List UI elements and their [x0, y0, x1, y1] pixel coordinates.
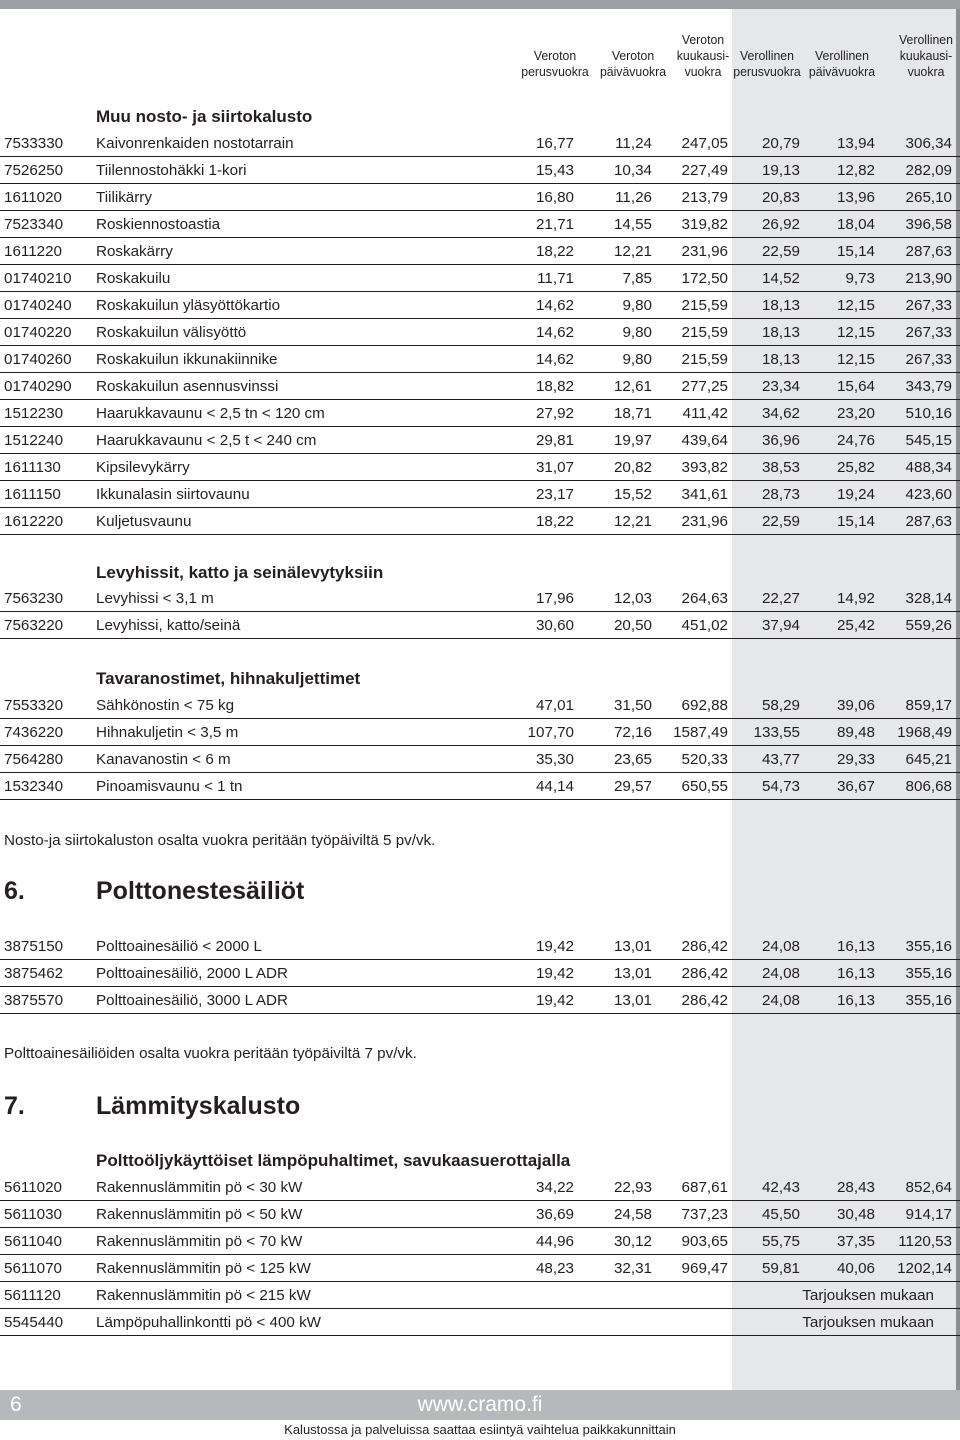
product-name: Tiilikärry [96, 189, 152, 206]
product-name: Rakennuslämmitin pö < 125 kW [96, 1260, 311, 1277]
top-bar [0, 0, 960, 9]
price-cell: 36,67 [836, 778, 875, 795]
product-code: 1532340 [4, 778, 64, 795]
page-number: 6 [10, 1393, 22, 1416]
price-cell: 37,94 [761, 617, 800, 634]
price-cell: 286,42 [681, 938, 728, 955]
price-cell: 18,22 [535, 243, 574, 260]
product-name: Rakennuslämmitin pö < 215 kW [96, 1287, 311, 1304]
price-cell: 18,22 [535, 513, 574, 530]
product-name: Polttoainesäiliö < 2000 L [96, 938, 262, 955]
price-cell: 36,96 [761, 432, 800, 449]
price-cell: 12,15 [836, 324, 875, 341]
price-cell: 13,01 [613, 992, 652, 1009]
chapter-number: 7. [4, 1092, 25, 1120]
price-cell: 15,14 [836, 513, 875, 530]
price-cell: 23,65 [613, 751, 652, 768]
price-cell: 72,16 [613, 724, 652, 741]
price-cell: 42,43 [761, 1179, 800, 1196]
product-code: 5611040 [4, 1233, 62, 1250]
price-cell: 287,63 [905, 513, 952, 530]
product-name: Hihnakuljetin < 3,5 m [96, 724, 239, 741]
quote-text: Tarjouksen mukaan [802, 1314, 934, 1331]
table-row [0, 319, 960, 346]
price-cell: 11,24 [615, 135, 652, 152]
section-title: Levyhissit, katto ja seinälevytyksiin [96, 563, 384, 582]
product-name: Roskakärry [96, 243, 173, 260]
table-row [0, 346, 960, 373]
price-cell: 59,81 [761, 1260, 800, 1277]
price-cell: 24,08 [761, 992, 800, 1009]
price-cell: 423,60 [905, 486, 952, 503]
product-code: 7533330 [4, 135, 64, 152]
price-cell: 7,85 [622, 270, 652, 287]
price-cell: 24,08 [761, 965, 800, 982]
price-cell: 13,96 [836, 189, 875, 206]
price-cell: 30,60 [535, 617, 574, 634]
product-code: 3875150 [4, 938, 64, 955]
price-cell: 44,96 [535, 1233, 574, 1250]
price-cell: 23,17 [535, 486, 574, 503]
website-link[interactable]: www.cramo.fi [417, 1393, 543, 1416]
price-cell: 15,52 [613, 486, 652, 503]
price-cell: 15,43 [535, 162, 574, 179]
price-cell: 38,53 [761, 459, 800, 476]
price-cell: 54,73 [761, 778, 800, 795]
table-row [0, 585, 960, 612]
table-row [0, 265, 960, 292]
price-cell: 9,73 [845, 270, 875, 287]
price-cell: 903,65 [681, 1233, 728, 1250]
table-row [0, 719, 960, 746]
price-cell: 24,76 [836, 432, 875, 449]
price-cell: 1587,49 [673, 724, 728, 741]
table-row [0, 1255, 960, 1282]
table-row [0, 773, 960, 800]
price-cell: 213,79 [681, 189, 728, 206]
price-cell: 343,79 [905, 378, 952, 395]
product-code: 1611150 [4, 486, 61, 503]
price-cell: 510,16 [905, 405, 952, 422]
price-cell: 20,50 [613, 617, 652, 634]
price-cell: 55,75 [761, 1233, 800, 1250]
table-row [0, 960, 960, 987]
price-cell: 12,15 [836, 351, 875, 368]
price-cell: 107,70 [527, 724, 574, 741]
table-row [0, 1228, 960, 1255]
column-header: Verollinen päivävuokra [808, 48, 876, 79]
product-name: Levyhissi, katto/seinä [96, 617, 241, 634]
section-title: Muu nosto- ja siirtokalusto [96, 107, 313, 126]
price-cell: 287,63 [905, 243, 952, 260]
price-cell: 89,48 [836, 724, 875, 741]
price-cell: 11,71 [537, 270, 574, 287]
price-cell: 13,01 [613, 965, 652, 982]
product-name: Pinoamisvaunu < 1 tn [96, 778, 243, 795]
footer-disclaimer: Kalustossa ja palveluissa saattaa esiintyä vaihtelua paikkakunnittain [284, 1422, 676, 1437]
product-code: 7436220 [4, 724, 64, 741]
price-cell: 286,42 [681, 992, 728, 1009]
product-code: 5611020 [4, 1179, 62, 1196]
product-name: Roskakuilun yläsyöttökartio [96, 297, 281, 314]
table-row [0, 481, 960, 508]
price-cell: 15,64 [836, 378, 875, 395]
price-cell: 133,55 [753, 724, 800, 741]
price-cell: 277,25 [681, 378, 728, 395]
price-cell: 11,26 [615, 189, 652, 206]
table-row [0, 238, 960, 265]
table-row [0, 292, 960, 319]
product-code: 01740260 [4, 351, 72, 368]
price-cell: 172,50 [681, 270, 728, 287]
product-code: 01740210 [4, 270, 72, 287]
price-cell: 22,59 [761, 513, 800, 530]
price-cell: 29,81 [535, 432, 574, 449]
product-name: Rakennuslämmitin pö < 70 kW [96, 1233, 303, 1250]
price-cell: 488,34 [905, 459, 952, 476]
product-name: Roskakuilu [96, 270, 171, 287]
table-row [0, 427, 960, 454]
price-cell: 213,90 [905, 270, 952, 287]
product-code: 1512240 [4, 432, 64, 449]
price-cell: 16,13 [836, 938, 875, 955]
price-cell: 282,09 [905, 162, 952, 179]
price-cell: 14,62 [535, 297, 574, 314]
section-title: Tavaranostimet, hihnakuljettimet [96, 669, 361, 688]
table-row [0, 211, 960, 238]
product-code: 7526250 [4, 162, 64, 179]
price-cell: 30,48 [836, 1206, 875, 1223]
price-cell: 44,14 [535, 778, 574, 795]
price-cell: 355,16 [905, 938, 952, 955]
product-code: 7563220 [4, 617, 64, 634]
table-row [0, 1201, 960, 1228]
price-cell: 687,61 [681, 1179, 728, 1196]
price-cell: 227,49 [681, 162, 728, 179]
chapter-number: 6. [4, 877, 25, 905]
price-cell: 1202,14 [897, 1260, 952, 1277]
product-name: Polttoainesäiliö, 2000 L ADR [96, 965, 288, 982]
price-cell: 355,16 [905, 965, 952, 982]
price-cell: 267,33 [905, 297, 952, 314]
product-code: 1512230 [4, 405, 64, 422]
price-cell: 439,64 [681, 432, 728, 449]
table-row [0, 933, 960, 960]
price-cell: 328,14 [905, 590, 952, 607]
price-cell: 692,88 [681, 697, 728, 714]
column-header: Verollinen kuukausi- vuokra [899, 32, 953, 79]
price-cell: 32,31 [613, 1260, 652, 1277]
product-name: Roskakuilun ikkunakiinnike [96, 351, 278, 368]
table-row [0, 157, 960, 184]
price-cell: 13,01 [613, 938, 652, 955]
price-cell: 24,08 [761, 938, 800, 955]
product-code: 5545440 [4, 1314, 64, 1331]
price-cell: 1968,49 [897, 724, 952, 741]
price-cell: 19,42 [535, 965, 574, 982]
table-row [0, 1174, 960, 1201]
price-cell: 9,80 [622, 351, 652, 368]
product-code: 3875570 [4, 992, 64, 1009]
price-cell: 27,92 [535, 405, 574, 422]
price-cell: 58,29 [761, 697, 800, 714]
chapter-title: Lämmityskalusto [96, 1092, 301, 1120]
price-cell: 25,82 [836, 459, 875, 476]
product-name: Kaivonrenkaiden nostotarrain [96, 135, 294, 152]
product-code: 1611220 [4, 243, 62, 260]
price-cell: 267,33 [905, 324, 952, 341]
price-cell: 12,61 [613, 378, 652, 395]
rental-note: Nosto-ja siirtokaluston osalta vuokra peritään työpäiviltä 5 pv/vk. [4, 832, 436, 849]
column-header: Verollinen perusvuokra [733, 48, 801, 79]
product-name: Sähkönostin < 75 kg [96, 697, 235, 714]
price-cell: 30,12 [613, 1233, 652, 1250]
product-code: 5611120 [4, 1287, 61, 1304]
price-cell: 12,21 [613, 513, 652, 530]
price-cell: 16,77 [535, 135, 574, 152]
price-cell: 286,42 [681, 965, 728, 982]
price-cell: 37,35 [836, 1233, 875, 1250]
price-cell: 520,33 [681, 751, 728, 768]
price-cell: 247,05 [681, 135, 728, 152]
product-name: Roskiennostoastia [96, 216, 221, 233]
product-name: Haarukkavaunu < 2,5 tn < 120 cm [96, 405, 325, 422]
price-cell: 859,17 [905, 697, 952, 714]
price-cell: 14,92 [836, 590, 875, 607]
price-cell: 267,33 [905, 351, 952, 368]
price-cell: 264,63 [681, 590, 728, 607]
price-cell: 16,13 [836, 965, 875, 982]
price-cell: 19,42 [535, 992, 574, 1009]
price-cell: 852,64 [905, 1179, 952, 1196]
price-cell: 645,21 [905, 751, 952, 768]
price-cell: 19,97 [613, 432, 652, 449]
product-name: Kuljetusvaunu [96, 513, 192, 530]
product-code: 3875462 [4, 965, 64, 982]
price-cell: 14,62 [535, 324, 574, 341]
product-name: Roskakuilun välisyöttö [96, 324, 247, 341]
price-cell: 411,42 [682, 405, 728, 422]
product-code: 5611070 [4, 1260, 62, 1277]
product-code: 01740240 [4, 297, 72, 314]
product-name: Kanavanostin < 6 m [96, 751, 231, 768]
price-cell: 306,34 [905, 135, 952, 152]
price-cell: 29,33 [836, 751, 875, 768]
price-cell: 650,55 [681, 778, 728, 795]
product-code: 01740220 [4, 324, 72, 341]
product-name: Rakennuslämmitin pö < 30 kW [96, 1179, 303, 1196]
price-cell: 18,13 [761, 351, 800, 368]
price-cell: 31,50 [613, 697, 652, 714]
price-cell: 20,82 [613, 459, 652, 476]
price-cell: 48,23 [535, 1260, 574, 1277]
product-name: Ikkunalasin siirtovaunu [96, 486, 250, 503]
product-name: Polttoainesäiliö, 3000 L ADR [96, 992, 288, 1009]
price-cell: 1120,53 [898, 1233, 952, 1250]
price-cell: 40,06 [836, 1260, 875, 1277]
table-row [0, 692, 960, 719]
table-row [0, 400, 960, 427]
price-cell: 18,13 [761, 297, 800, 314]
price-cell: 559,26 [905, 617, 952, 634]
price-cell: 215,59 [681, 351, 728, 368]
price-cell: 12,15 [836, 297, 875, 314]
price-cell: 18,82 [535, 378, 574, 395]
table-row [0, 612, 960, 639]
price-cell: 18,04 [836, 216, 875, 233]
price-cell: 25,42 [836, 617, 875, 634]
table-row [0, 508, 960, 535]
price-cell: 28,43 [836, 1179, 875, 1196]
table-row [0, 987, 960, 1014]
price-cell: 43,77 [761, 751, 800, 768]
price-cell: 355,16 [905, 992, 952, 1009]
table-row [0, 130, 960, 157]
price-cell: 23,34 [761, 378, 800, 395]
price-cell: 23,20 [836, 405, 875, 422]
price-cell: 231,96 [681, 513, 728, 530]
product-code: 1612220 [4, 513, 64, 530]
price-cell: 39,06 [836, 697, 875, 714]
chapter-title: Polttonestesäiliöt [96, 877, 305, 905]
product-name: Roskakuilun asennusvinssi [96, 378, 279, 395]
section-title: Polttoöljykäyttöiset lämpöpuhaltimet, savukaasuerottajalla [96, 1151, 571, 1170]
table-row [0, 1309, 960, 1336]
price-cell: 19,13 [761, 162, 800, 179]
price-cell: 215,59 [681, 297, 728, 314]
product-code: 7563230 [4, 590, 64, 607]
price-cell: 47,01 [535, 697, 574, 714]
price-cell: 16,80 [535, 189, 574, 206]
price-cell: 14,52 [761, 270, 800, 287]
price-cell: 451,02 [681, 617, 728, 634]
price-cell: 45,50 [761, 1206, 800, 1223]
price-cell: 14,55 [613, 216, 652, 233]
price-cell: 12,03 [613, 590, 652, 607]
price-cell: 15,14 [836, 243, 875, 260]
price-cell: 34,62 [761, 405, 800, 422]
price-cell: 806,68 [905, 778, 952, 795]
price-cell: 14,62 [535, 351, 574, 368]
price-cell: 13,94 [836, 135, 875, 152]
product-name: Levyhissi < 3,1 m [96, 590, 214, 607]
table-row [0, 184, 960, 211]
product-code: 7523340 [4, 216, 64, 233]
table-row [0, 1282, 960, 1309]
page-footer [0, 1390, 960, 1440]
price-cell: 265,10 [905, 189, 952, 206]
product-name: Haarukkavaunu < 2,5 t < 240 cm [96, 432, 317, 449]
price-cell: 21,71 [535, 216, 574, 233]
price-cell: 20,79 [761, 135, 800, 152]
price-cell: 34,22 [535, 1179, 574, 1196]
price-cell: 31,07 [535, 459, 574, 476]
price-cell: 737,23 [681, 1206, 728, 1223]
price-cell: 969,47 [681, 1260, 728, 1277]
price-cell: 18,13 [761, 324, 800, 341]
price-cell: 22,27 [761, 590, 800, 607]
price-cell: 24,58 [613, 1206, 652, 1223]
price-cell: 16,13 [836, 992, 875, 1009]
price-cell: 914,17 [905, 1206, 952, 1223]
price-cell: 393,82 [681, 459, 728, 476]
price-cell: 9,80 [622, 324, 652, 341]
price-cell: 35,30 [535, 751, 574, 768]
price-cell: 28,73 [761, 486, 800, 503]
price-cell: 12,21 [613, 243, 652, 260]
column-header: Veroton kuukausi- vuokra [676, 32, 730, 79]
price-cell: 9,80 [622, 297, 652, 314]
price-cell: 341,61 [681, 486, 728, 503]
table-row [0, 373, 960, 400]
quote-text: Tarjouksen mukaan [802, 1287, 934, 1304]
price-cell: 26,92 [761, 216, 800, 233]
price-cell: 20,83 [761, 189, 800, 206]
price-cell: 36,69 [535, 1206, 574, 1223]
price-cell: 22,59 [761, 243, 800, 260]
product-code: 01740290 [4, 378, 72, 395]
table-row [0, 746, 960, 773]
product-name: Tiilennostohäkki 1-kori [96, 162, 247, 179]
column-header: Veroton perusvuokra [521, 48, 589, 79]
price-cell: 18,71 [613, 405, 652, 422]
column-header-row [0, 28, 960, 84]
price-cell: 22,93 [613, 1179, 652, 1196]
price-cell: 12,82 [836, 162, 875, 179]
column-header: Veroton päivävuokra [599, 48, 667, 79]
price-cell: 19,42 [535, 938, 574, 955]
product-code: 7564280 [4, 751, 64, 768]
product-name: Lämpöpuhallinkontti pö < 400 kW [96, 1314, 322, 1331]
price-cell: 396,58 [905, 216, 952, 233]
product-code: 5611030 [4, 1206, 62, 1223]
price-cell: 10,34 [613, 162, 652, 179]
product-code: 1611130 [4, 459, 61, 476]
price-cell: 215,59 [681, 324, 728, 341]
table-row [0, 454, 960, 481]
product-name: Rakennuslämmitin pö < 50 kW [96, 1206, 303, 1223]
price-cell: 545,15 [905, 432, 952, 449]
price-cell: 17,96 [535, 590, 574, 607]
rental-note: Polttoainesäiliöiden osalta vuokra peritään työpäiviltä 7 pv/vk. [4, 1045, 417, 1062]
product-name: Kipsilevykärry [96, 459, 190, 476]
price-cell: 231,96 [681, 243, 728, 260]
price-cell: 29,57 [613, 778, 652, 795]
price-cell: 319,82 [681, 216, 728, 233]
price-cell: 19,24 [836, 486, 875, 503]
product-code: 1611020 [4, 189, 62, 206]
product-code: 7553320 [4, 697, 64, 714]
